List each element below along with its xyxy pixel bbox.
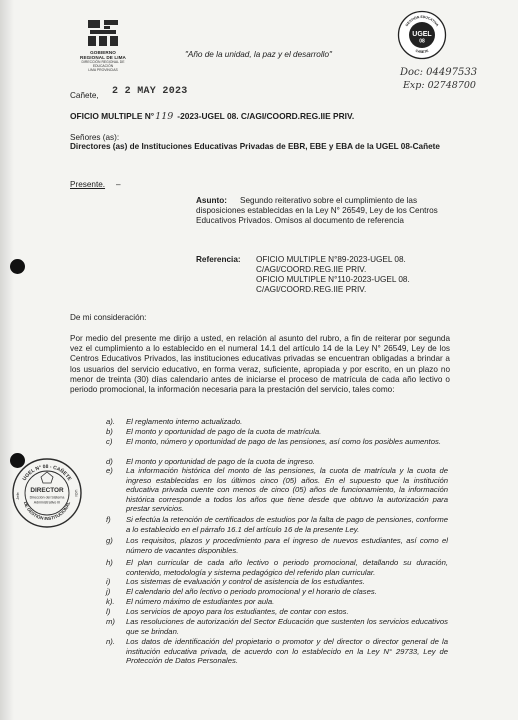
list-item-label: d)	[106, 457, 113, 466]
referencia-line-3: OFICIO MULTIPLE N°110-2023-UGEL 08.	[256, 275, 410, 284]
stamp-side-right: UGI	[74, 489, 79, 497]
list-item-label: j)	[106, 587, 111, 596]
ugel-seal-number: 08	[419, 38, 425, 45]
gov-regional-logo	[78, 18, 128, 72]
page-edge-shadow	[0, 0, 14, 720]
oficio-suffix: -2023-UGEL 08. C/AGI/COORD.REG.IIE PRIV.	[177, 111, 355, 121]
stamp-center-line2: Dirección del Sistema	[29, 495, 65, 500]
list-item-label: k).	[106, 597, 115, 606]
list-item-text: Los datos de identificación del propietario o promotor y del director o director general de la institución educativa privada, de acuerdo con lo establecido en la Ley N° 29733, Ley de Protección de Datos Personales.	[126, 637, 448, 666]
referencia-line-4: C/AGI/COORD.REG.IIE PRIV.	[256, 285, 367, 294]
gov-name: GOBIERNO REGIONAL DE LIMA	[80, 50, 126, 61]
list-item-label: e)	[106, 466, 113, 475]
list-item-text: El plan curricular de cada año lectivo o periodo promocional, detallando su duración, contenido, metodología y sistema pedagógico del referido plan curricular.	[126, 558, 448, 577]
stamp-side-left: Jefe	[15, 492, 20, 500]
list-item-text: La información histórica del monto de las pensiones, la cuota de matrícula y la cuota de ingreso establecidas en los últimos cinco (05) años. En el supuesto que la institución educativa privada cuente con menos de cinco (05) años de funcionamiento, la información histórica corresponde a todos los años que tiene desde que obtuvo la autorización para prestar servicios.	[126, 466, 448, 514]
list-item-text: El monto y oportunidad de pago de la cuota de matrícula.	[126, 427, 322, 436]
handwritten-oficio-number: 119	[155, 111, 174, 122]
list-item-label: g)	[106, 536, 113, 545]
recipient-block: Directores (as) de Instituciones Educativas Privadas de EBR, EBE y EBA de la UGEL 08-Cañete	[70, 142, 440, 151]
date-stamp: 2 2 MAY 2023	[112, 86, 188, 97]
list-item-label: f)	[106, 515, 111, 524]
list-item-text: Los requisitos, plazos y procedimiento para el ingreso de nuevos estudiantes, así como el número de vacantes disponibles.	[126, 536, 448, 555]
list-item-text: El monto y oportunidad de pago de la cuota de ingreso.	[126, 457, 315, 466]
ugel-seal-main-text: UGEL	[412, 31, 432, 38]
list-item-text: Los sistemas de evaluación y control de asistencia de los estudiantes.	[126, 577, 365, 586]
list-item-label: i)	[106, 577, 111, 586]
list-item-text: Si efectúa la retención de certificados de estudios por la falta de pago de pensiones, conforme a lo establecido en el párrafo 16.1 del artículo 16 de la presente Ley.	[126, 515, 448, 534]
oficio-number-line	[70, 111, 354, 122]
list-item-label: a).	[106, 417, 115, 426]
ugel-seal-logo	[397, 10, 447, 60]
list-item-label: m)	[106, 617, 115, 626]
gov-sub-line2: LIMA PROVINCIAS	[88, 68, 118, 73]
gov-logo-icon	[86, 18, 120, 48]
list-item-text: Los servicios de apoyo para los estudiantes, de contar con estos.	[126, 607, 349, 616]
list-item-text: Las resoluciones de autorización del Sector Educación que sustenten los servicios educativos que se brindan.	[126, 617, 448, 636]
handwritten-exp-number: Exp: 02748700	[403, 80, 476, 91]
list-item-text: El reglamento interno actualizado.	[126, 417, 243, 426]
director-stamp	[10, 456, 84, 530]
greeting: De mi consideración:	[70, 313, 147, 322]
stamp-ring-bottom: DE GESTIÓN INSTITUCIONAL	[22, 500, 72, 522]
stamp-crest-icon	[41, 472, 53, 483]
gov-sub-line1: DIRECCIÓN REGIONAL DE EDUCACIÓN	[81, 60, 125, 69]
stamp-center-title: DIRECTOR	[30, 487, 64, 494]
list-item-label: h)	[106, 558, 113, 567]
list-item-label: c)	[106, 437, 113, 446]
letter-place: Cañete,	[70, 91, 99, 100]
presente-label: Presente.	[70, 180, 106, 189]
handwritten-doc-number: Doc: 04497533	[400, 67, 478, 78]
referencia-label: Referencia:	[196, 255, 241, 264]
list-item-label: l)	[106, 607, 111, 616]
referencia-line-2: C/AGI/COORD.REG.IIE PRIV.	[256, 265, 367, 274]
list-item-label: n).	[106, 637, 115, 646]
referencia-line-1: OFICIO MULTIPLE N°89-2023-UGEL 08.	[256, 255, 406, 264]
list-item-text: El número máximo de estudiantes por aula.	[126, 597, 275, 606]
list-item-text: El monto, número y oportunidad de pago de las pensiones, así como los posibles aumentos.	[126, 437, 441, 446]
salutation-to: Señores (as):	[70, 133, 120, 142]
asunto-label: Asunto:	[196, 196, 227, 205]
ugel-seal-bottom-text: CAÑETE	[414, 48, 430, 55]
year-motto: "Año de la unidad, la paz y el desarrollo"	[185, 50, 332, 59]
ugel-seal-top-text: GESTIÓN EDUCATIVA	[404, 14, 440, 28]
stamp-center-line3: Administrativo III	[33, 500, 61, 505]
asunto-text: Segundo reiterativo sobre el cumplimiento de las disposiciones establecidas en la Ley N° 26549, Ley de los Centros Educativos Privados. Omisos al documento de referencia	[196, 196, 438, 226]
oficio-prefix: OFICIO MULTIPLE N°	[70, 111, 155, 121]
body-paragraph: Por medio del presente me dirijo a usted, en relación al asunto del rubro, a fin de reiterar por segunda vez el cumplimiento a lo establecido en el numeral 14.1 del artículo 14 de la Ley N° 26549, Ley de los Centros Educativos Privados, las instituciones educativas privadas se encuentran obligadas a brindar a los usuarios del servicio educativo, en forma veraz, suficiente, apropiada y por escrito, en un plazo no menor de treinta (30) días calendario antes de iniciarse el proceso de matrícula de cada año lectivo o periodo promocional, la información necesaria para la prestación del servicio, tales como:	[70, 334, 450, 395]
punch-hole-top	[10, 259, 25, 274]
list-item-label: b)	[106, 427, 113, 436]
list-item-text: El calendario del año lectivo o periodo promocional y el horario de clases.	[126, 587, 377, 596]
presente-dash: –	[116, 180, 121, 189]
stamp-ring-top: UGEL N° 08 - CAÑETE	[21, 463, 73, 482]
